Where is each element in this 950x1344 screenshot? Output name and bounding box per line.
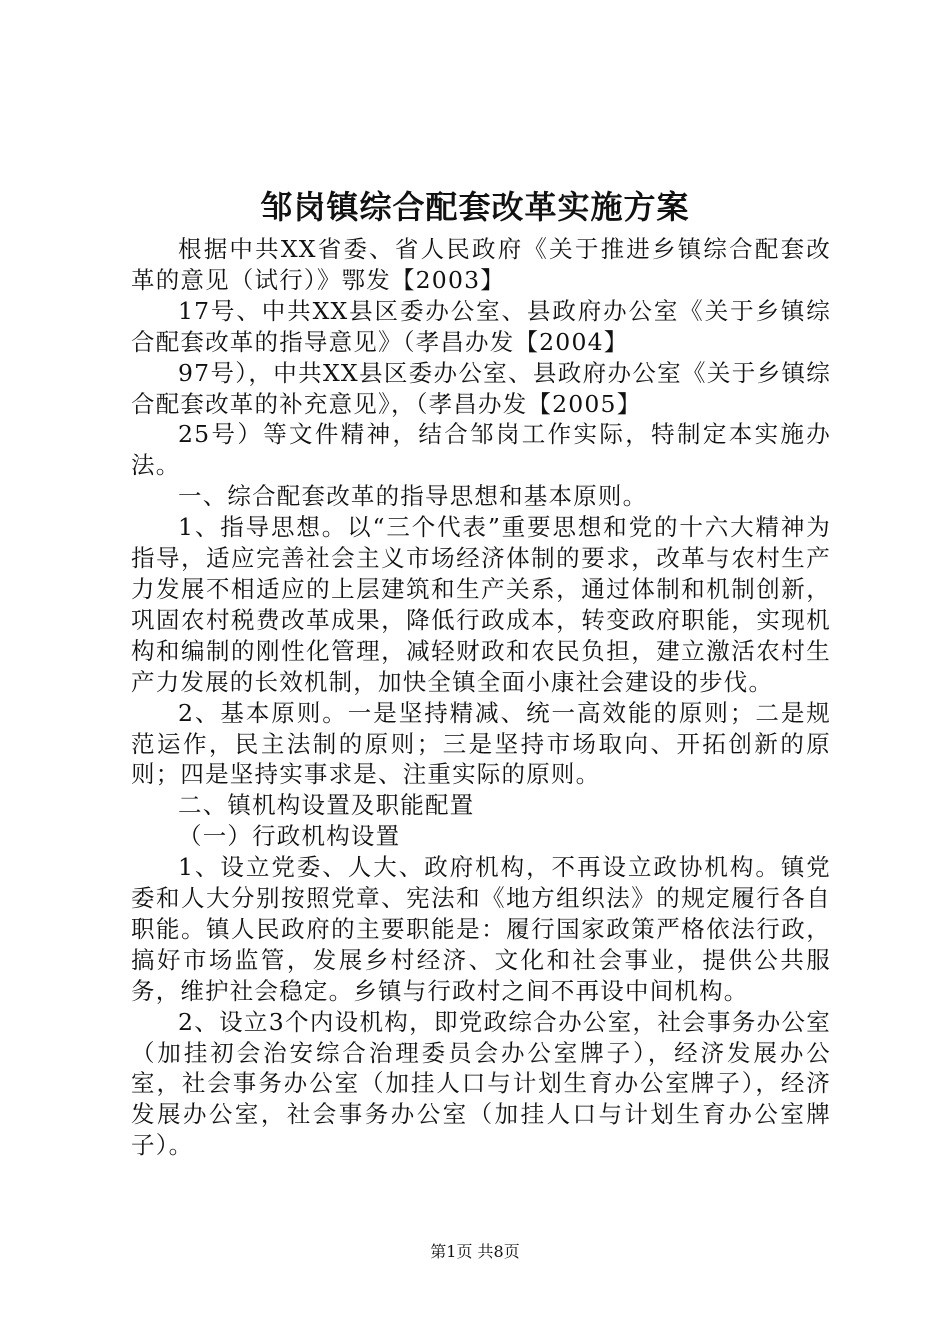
section-heading: 二、镇机构设置及职能配置 bbox=[178, 791, 475, 820]
section-heading: 一、综合配套改革的指导思想和基本原则。 bbox=[178, 482, 648, 511]
paragraph: 1、设立党委、人大、政府机构，不再设立政协机构。镇党委和人大分别按照党章、宪法和《地方组织法》的规定履行各自职能。镇人民政府的主要职能是：履行国家政策严格依法行政，搞好市场监管，发展乡村经济、文化和社会事业，提供公共服务，维护社会稳定。乡镇与行政村之间不再设中间机构。 bbox=[131, 853, 831, 1005]
paragraph: 1、指导思想。以“三个代表”重要思想和党的十六大精神为指导，适应完善社会主义市场经济体制的要求，改革与农村生产力发展不相适应的上层建筑和生产关系，通过体制和机制创新，巩固农村税费改革成果，降低行政成本，转变政府职能，实现机构和编制的刚性化管理，减轻财政和农民负担，建立激活农村生产力发展的长效机制，加快全镇全面小康社会建设的步伐。 bbox=[131, 513, 831, 696]
paragraph: 17号、中共XX县区委办公室、县政府办公室《关于乡镇综合配套改革的指导意见》（孝昌办发【2004】 bbox=[131, 296, 831, 356]
document-title: 邹岗镇综合配套改革实施方案 bbox=[260, 188, 690, 226]
paragraph: 97号），中共XX县区委办公室、县政府办公室《关于乡镇综合配套改革的补充意见》，（孝昌办发【2005】 bbox=[131, 358, 831, 418]
page-footer: 第1页 共8页 bbox=[430, 1242, 520, 1261]
paragraph: 25号）等文件精神，结合邹岗工作实际，特制定本实施办法。 bbox=[131, 420, 831, 480]
document-body bbox=[131, 234, 831, 1161]
subsection-heading: （一）行政机构设置 bbox=[178, 822, 401, 851]
paragraph: 2、基本原则。一是坚持精减、统一高效能的原则；二是规范运作，民主法制的原则；三是坚持市场取向、开拓创新的原则；四是坚持实事求是、注重实际的原则。 bbox=[131, 698, 831, 789]
paragraph: 根据中共XX省委、省人民政府《关于推进乡镇综合配套改革的意见（试行）》鄂发【2003】 bbox=[131, 235, 831, 294]
paragraph: 2、设立3个内设机构，即党政综合办公室，社会事务办公室（加挂初会治安综合治理委员会办公室牌子），经济发展办公室，社会事务办公室（加挂人口与计划生育办公室牌子），经济发展办公室，社会事务办公室（加挂人口与计划生育办公室牌子）。 bbox=[131, 1007, 831, 1160]
